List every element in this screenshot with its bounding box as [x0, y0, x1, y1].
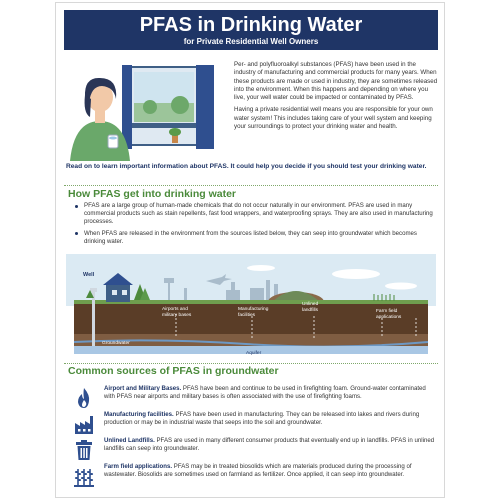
diagram-label-manufacturing: facilities: [238, 313, 256, 318]
source-title: Manufacturing facilities.: [104, 411, 174, 418]
source-description: [104, 411, 438, 427]
fact-sheet-page: [55, 2, 445, 498]
page-subtitle: for Private Residential Well Owners: [183, 37, 319, 46]
source-description: [104, 385, 438, 401]
list-item: PFAS are a large group of human-made chemicals that do not occur naturally in our environment. PFAS are used in many commercial products such as stain repellents, fast food wrappers, and waterproofing sprays. They are also used in manufacturing processes.: [74, 202, 434, 227]
source-text: PFAS have been used in manufacturing. They can be released into lakes and rivers during production or may be in industrial waste that seeps into the soil and groundwater.: [104, 411, 420, 427]
title-banner: [64, 10, 438, 50]
intro-paragraph: Having a private residential well means you are responsible for your own water system! This includes taking care of your well system and keeping your surroundings to protect your drinking water and health.: [234, 106, 433, 131]
source-text: PFAS may be in treated biosolids which are materials produced during the processing of wastewater. Biosolids are sometimes used on farmland as fertilizer. Once applied, it can seep into groundwater.: [104, 463, 412, 479]
source-description: [104, 463, 438, 479]
page-title: PFAS in Drinking Water: [139, 14, 363, 36]
source-description: [104, 437, 438, 453]
list-item: [66, 437, 438, 465]
diagram-label-well: Well: [83, 272, 95, 278]
list-item: [66, 385, 438, 413]
diagram-label-manufacturing: Manufacturing: [238, 307, 269, 312]
list-item: When PFAS are released in the environment from the sources listed below, they can seep into groundwater which becomes drinking water.: [74, 230, 434, 246]
source-title: Unlined Landfills.: [104, 437, 155, 444]
diagram-label-landfills: landfills: [302, 308, 318, 313]
source-title: Farm field applications.: [104, 463, 173, 470]
diagram-label-airports: Airports and: [162, 307, 188, 312]
list-item: [66, 463, 438, 491]
source-title: Airport and Military Bases.: [104, 385, 182, 392]
source-text: PFAS are used in many different consumer products that eventually end up in landfills. PFAS in unlined landfills can seep into groundwater.: [104, 437, 435, 453]
flame-icon: [74, 387, 94, 409]
trash-can-icon: [74, 439, 94, 461]
section-divider: [64, 363, 438, 364]
woman-at-window-illustration: [66, 63, 226, 161]
list-item: [66, 411, 438, 439]
diagram-label-airports: military bases: [162, 313, 192, 318]
diagram-label-farm: Farm field: [376, 309, 398, 314]
diagram-label-farm: applications: [376, 315, 402, 320]
diagram-label-groundwater: Groundwater: [102, 341, 130, 346]
diagram-label-aquifer: Aquifer: [246, 351, 262, 356]
section-heading: How PFAS get into drinking water: [68, 188, 237, 200]
farm-field-icon: [74, 465, 94, 487]
call-to-action: Read on to learn important information about PFAS. It could help you decide if you should test your drinking water.: [66, 163, 427, 170]
intro-paragraph: Per- and polyfluoroalkyl substances (PFAS) have been used in the industry of manufacturing and commercial products for many years. When these products are made or used in industry, they are sometimes released into the environment. When this happens and depending on where you live, your well water could be impacted or contaminated by PFAS.: [234, 61, 438, 102]
section-heading: Common sources of PFAS in groundwater: [68, 365, 279, 377]
diagram-label-landfills: Unlined: [302, 302, 319, 307]
factory-icon: [74, 413, 94, 435]
intro-text: [234, 61, 439, 135]
section-divider: [64, 185, 438, 186]
source-text: PFAS have been and continue to be used in firefighting foam. Ground-water contaminated with PFAS near airports and military bases is often associated with the use of firefighting foams.: [104, 385, 426, 401]
how-bullet-list: [74, 202, 434, 249]
groundwater-diagram: [56, 254, 445, 358]
